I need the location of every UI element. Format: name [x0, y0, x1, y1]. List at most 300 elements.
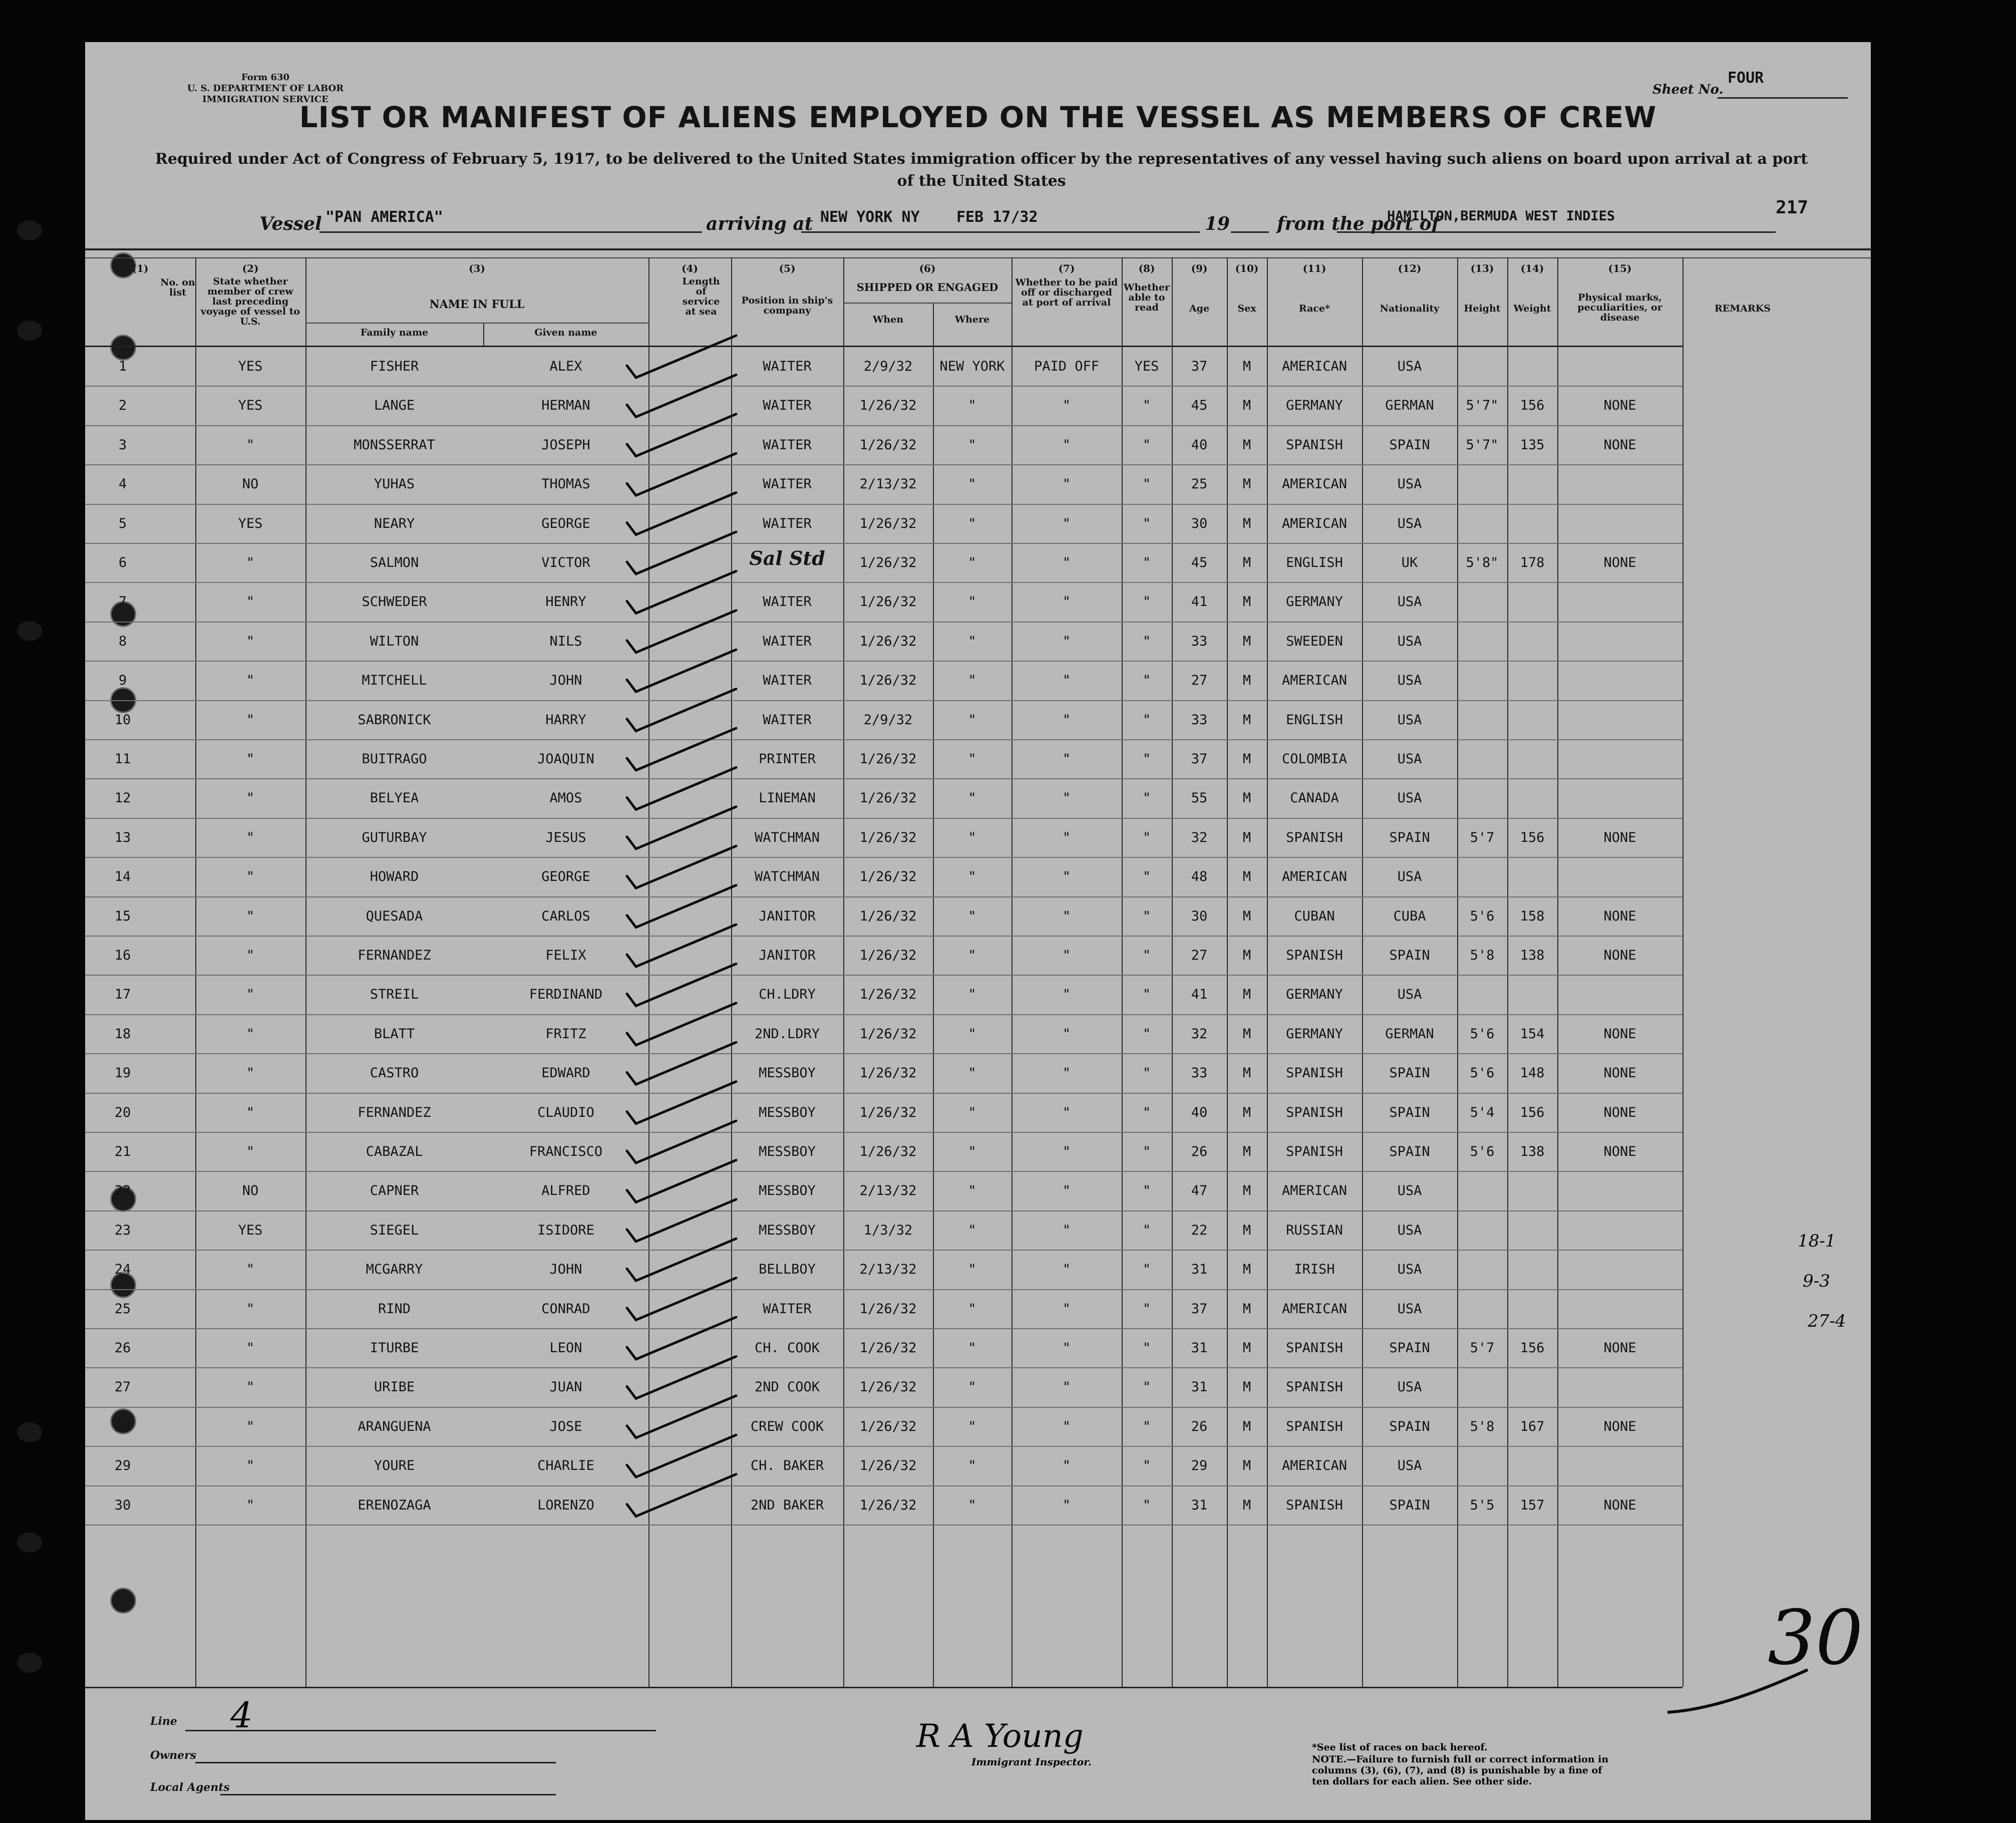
given-name: LEON [549, 1340, 582, 1356]
family-name: CAPNER [370, 1183, 419, 1199]
previous-voyage: " [246, 987, 255, 1003]
given-name: GEORGE [541, 515, 590, 531]
shipped-where: " [968, 829, 976, 845]
given-name: EDWARD [541, 1065, 590, 1081]
age: 27 [1191, 673, 1208, 689]
sex: M [1242, 398, 1251, 414]
margin-note: 27-4 [1808, 1311, 1846, 1331]
age: 37 [1191, 359, 1208, 374]
previous-voyage: YES [238, 1222, 263, 1238]
shipped-where: " [968, 1418, 976, 1434]
col13-label: Height [1464, 303, 1501, 314]
paid-off: " [1062, 633, 1071, 649]
paid-off: " [1062, 1301, 1071, 1317]
age: 31 [1191, 1497, 1208, 1513]
shipped-where: " [968, 1104, 976, 1120]
paid-off: " [1062, 1026, 1071, 1042]
nationality: USA [1397, 476, 1422, 492]
able-to-read: " [1142, 829, 1151, 845]
previous-voyage: " [246, 869, 255, 885]
nationality: USA [1397, 673, 1422, 689]
nationality: SPAIN [1389, 1065, 1430, 1081]
shipped-when: 1/26/32 [859, 555, 917, 570]
given-name: GEORGE [541, 869, 590, 885]
arrival-date: FEB 17/32 [956, 208, 1038, 226]
nationality: USA [1397, 633, 1422, 649]
able-to-read: " [1142, 1497, 1151, 1513]
position: WAITER [763, 359, 812, 374]
family-name: LANGE [374, 398, 415, 414]
year-label: 19 [1205, 213, 1230, 234]
paid-off: " [1062, 555, 1071, 570]
physical-marks: NONE [1603, 1144, 1636, 1159]
able-to-read: " [1142, 673, 1151, 689]
previous-voyage: " [246, 948, 255, 963]
race: RUSSIAN [1286, 1222, 1343, 1238]
position: WAITER [763, 712, 812, 728]
physical-marks: NONE [1603, 1418, 1636, 1434]
family-name: BLATT [374, 1026, 415, 1042]
shipped-when: 1/26/32 [859, 594, 917, 610]
service: IMMIGRATION SERVICE [202, 94, 328, 105]
shipped-where: " [968, 673, 976, 689]
height: 5'4 [1470, 1104, 1495, 1120]
position: WAITER [763, 673, 812, 689]
nationality: USA [1397, 1183, 1422, 1199]
shipped-when: 1/26/32 [859, 869, 917, 885]
given-name: HENRY [545, 594, 586, 610]
age: 31 [1191, 1379, 1208, 1395]
check-mark [627, 611, 736, 653]
shipped-where: " [968, 869, 976, 885]
shipped-when: 1/26/32 [859, 987, 917, 1003]
race: GERMANY [1286, 594, 1343, 610]
paid-off: " [1062, 398, 1071, 414]
previous-voyage: " [246, 1262, 255, 1278]
check-mark [627, 846, 736, 888]
col6-number: (6) [919, 262, 936, 274]
able-to-read: YES [1134, 359, 1159, 374]
able-to-read: " [1142, 398, 1151, 414]
shipped-where: " [968, 908, 976, 924]
position: CH.LDRY [759, 987, 816, 1003]
check-mark [627, 1474, 736, 1516]
sex: M [1242, 1262, 1251, 1278]
position: WAITER [763, 398, 812, 414]
shipped-when: 1/26/32 [859, 829, 917, 845]
race: SPANISH [1286, 1379, 1343, 1395]
position: PRINTER [759, 751, 816, 767]
physical-marks: NONE [1603, 555, 1636, 570]
check-mark [627, 1082, 736, 1124]
nationality: GERMAN [1385, 1026, 1434, 1042]
shipped-where: " [968, 1458, 976, 1474]
paid-off: " [1062, 1104, 1071, 1120]
given-name: CONRAD [541, 1301, 590, 1317]
position: MESSBOY [759, 1222, 816, 1238]
col9-label: Age [1189, 303, 1210, 314]
col3-label: NAME IN FULL [429, 298, 525, 311]
shipped-when: 1/26/32 [859, 908, 917, 924]
position: JANITOR [759, 948, 816, 963]
weight: 156 [1520, 829, 1545, 845]
sex: M [1242, 673, 1251, 689]
race: SPANISH [1286, 1340, 1343, 1356]
check-mark [627, 571, 736, 613]
race: CUBAN [1294, 908, 1335, 924]
row-number: 28 [114, 1418, 131, 1434]
position: MESSBOY [759, 1144, 816, 1159]
owners-label: Owners [150, 1749, 197, 1762]
binder-hole [17, 621, 42, 641]
shipped-where: " [968, 398, 976, 414]
check-mark [627, 1121, 736, 1163]
previous-voyage: NO [242, 1183, 259, 1199]
age: 27 [1191, 948, 1208, 963]
given-name: VICTOR [541, 555, 590, 570]
binder-hole [17, 1422, 42, 1442]
family-name: FISHER [370, 359, 419, 374]
age: 22 [1191, 1222, 1208, 1238]
paid-off: " [1062, 829, 1071, 845]
sex: M [1242, 437, 1251, 453]
given-name: AMOS [549, 790, 582, 806]
given-name: FRITZ [545, 1026, 586, 1042]
family-name: GUTURBAY [362, 829, 427, 845]
nationality: SPAIN [1389, 1497, 1430, 1513]
nationality: SPAIN [1389, 1104, 1430, 1120]
weight: 135 [1520, 437, 1545, 453]
age: 40 [1191, 437, 1208, 453]
weight: 178 [1520, 555, 1545, 570]
check-mark [627, 650, 736, 692]
paid-off: PAID OFF [1034, 359, 1100, 374]
able-to-read: " [1142, 1065, 1151, 1081]
family-name: SIEGEL [370, 1222, 419, 1238]
margin-note: 18-1 [1798, 1231, 1836, 1251]
paid-off: " [1062, 712, 1071, 728]
line-value: 4 [230, 1695, 253, 1736]
able-to-read: " [1142, 1104, 1151, 1120]
physical-marks: NONE [1603, 437, 1636, 453]
row-number: 17 [114, 987, 131, 1003]
given-name: JOHN [549, 673, 582, 689]
shipped-when: 1/26/32 [859, 948, 917, 963]
given-name: JOSEPH [541, 437, 590, 453]
shipped-where: " [968, 1301, 976, 1317]
previous-voyage: " [246, 1418, 255, 1434]
sex: M [1242, 1065, 1251, 1081]
race: AMERICAN [1281, 359, 1348, 374]
able-to-read: " [1142, 790, 1151, 806]
previous-voyage: " [246, 829, 255, 845]
family-name: NEARY [374, 515, 415, 531]
arriving-label: arriving at [706, 213, 813, 234]
able-to-read: " [1142, 1183, 1151, 1199]
row-number: 22 [114, 1183, 131, 1199]
shipped-when: 1/26/32 [859, 398, 917, 414]
able-to-read: " [1142, 1340, 1151, 1356]
nationality: USA [1397, 1262, 1422, 1278]
check-mark [627, 1042, 736, 1084]
sex: M [1242, 1340, 1251, 1356]
sex: M [1242, 1458, 1251, 1474]
race: AMERICAN [1281, 476, 1348, 492]
row-number: 16 [114, 948, 131, 963]
flourish-mark [1662, 1665, 1813, 1725]
shipped-when: 2/13/32 [859, 1262, 917, 1278]
shipped-when: 1/26/32 [859, 1144, 917, 1159]
previous-voyage: " [246, 1497, 255, 1513]
col1-number: (1) [132, 262, 149, 274]
sheet-value: FOUR [1728, 69, 1764, 87]
race: AMERICAN [1281, 869, 1348, 885]
check-mark [627, 1396, 736, 1438]
local-agents-label: Local Agents [150, 1781, 230, 1794]
family-name: ITURBE [370, 1340, 419, 1356]
age: 29 [1191, 1458, 1208, 1474]
row-number: 24 [114, 1262, 131, 1278]
check-mark [627, 493, 736, 535]
given-name: FRANCISCO [529, 1144, 603, 1159]
position: WATCHMAN [754, 829, 820, 845]
age: 40 [1191, 1104, 1208, 1120]
height: 5'6 [1470, 1065, 1495, 1081]
height: 5'6 [1470, 908, 1495, 924]
position: Sal Std [749, 547, 825, 569]
shipped-where: " [968, 987, 976, 1003]
given-name: JOHN [549, 1262, 582, 1278]
paid-off: " [1062, 869, 1071, 885]
check-mark [627, 1239, 736, 1281]
row-number: 27 [114, 1379, 131, 1395]
nationality: SPAIN [1389, 1340, 1430, 1356]
age: 45 [1191, 555, 1208, 570]
row-number: 3 [118, 437, 127, 453]
col1-label: No. on list [160, 277, 195, 298]
given-name: HERMAN [541, 398, 590, 414]
shipped-where: " [968, 476, 976, 492]
row-number: 12 [114, 790, 131, 806]
age: 32 [1191, 1026, 1208, 1042]
paid-off: " [1062, 515, 1071, 531]
sex: M [1242, 1144, 1251, 1159]
able-to-read: " [1142, 908, 1151, 924]
shipped-where: " [968, 555, 976, 570]
row-number: 2 [118, 398, 127, 414]
previous-voyage: " [246, 555, 255, 570]
able-to-read: " [1142, 594, 1151, 610]
remarks-header: REMARKS [1714, 303, 1771, 314]
sex: M [1242, 515, 1251, 531]
age: 26 [1191, 1418, 1208, 1434]
physical-marks: NONE [1603, 948, 1636, 963]
sex: M [1242, 712, 1251, 728]
given-name: ISIDORE [537, 1222, 594, 1238]
position: CREW COOK [750, 1418, 824, 1434]
shipped-where: NEW YORK [939, 359, 1005, 374]
previous-voyage: " [246, 1026, 255, 1042]
race: SPANISH [1286, 1065, 1343, 1081]
page-number: 217 [1776, 197, 1809, 218]
height: 5'8 [1470, 1418, 1495, 1434]
position: BELLBOY [759, 1262, 816, 1278]
nationality: SPAIN [1389, 1144, 1430, 1159]
shipped-where: " [968, 515, 976, 531]
paid-off: " [1062, 673, 1071, 689]
position: LINEMAN [759, 790, 816, 806]
family-name: MONSSERRAT [354, 437, 435, 453]
weight: 154 [1520, 1026, 1545, 1042]
vessel-name: "PAN AMERICA" [325, 208, 443, 226]
col10-label: Sex [1237, 303, 1256, 314]
height: 5'7" [1466, 437, 1499, 453]
able-to-read: " [1142, 633, 1151, 649]
able-to-read: " [1142, 1458, 1151, 1474]
paid-off: " [1062, 1065, 1071, 1081]
position: MESSBOY [759, 1183, 816, 1199]
row-number: 30 [114, 1497, 131, 1513]
sex: M [1242, 1026, 1251, 1042]
given-name: JOSE [549, 1418, 582, 1434]
family-name: SCHWEDER [362, 594, 427, 610]
row-number: 13 [114, 829, 131, 845]
row-number: 19 [114, 1065, 131, 1081]
family-name: ERENOZAGA [358, 1497, 431, 1513]
col8-label: Whether able to read [1124, 282, 1170, 313]
paid-off: " [1062, 1183, 1071, 1199]
col3-family: Family name [360, 327, 429, 338]
given-name: FELIX [545, 948, 586, 963]
family-name: MITCHELL [362, 673, 427, 689]
sex: M [1242, 1104, 1251, 1120]
col12-number: (12) [1398, 262, 1422, 274]
shipped-when: 1/26/32 [859, 437, 917, 453]
race: COLOMBIA [1281, 751, 1348, 767]
position: WAITER [763, 515, 812, 531]
check-mark [627, 885, 736, 928]
col14-label: Weight [1513, 303, 1551, 314]
race: ENGLISH [1286, 555, 1343, 570]
nationality: USA [1397, 712, 1422, 728]
shipped-where: " [968, 633, 976, 649]
department: U. S. DEPARTMENT OF LABOR [187, 83, 344, 94]
race: AMERICAN [1281, 1183, 1348, 1199]
height: 5'8 [1470, 948, 1495, 963]
shipped-where: " [968, 712, 976, 728]
check-mark [627, 689, 736, 731]
able-to-read: " [1142, 948, 1151, 963]
given-name: LORENZO [537, 1497, 594, 1513]
shipped-when: 1/26/32 [859, 751, 917, 767]
shipped-when: 1/26/32 [859, 1458, 917, 1474]
position: WAITER [763, 437, 812, 453]
weight: 156 [1520, 1104, 1545, 1120]
physical-marks: NONE [1603, 908, 1636, 924]
race: SPANISH [1286, 1144, 1343, 1159]
race: GERMANY [1286, 1026, 1343, 1042]
age: 37 [1191, 751, 1208, 767]
age: 33 [1191, 712, 1208, 728]
previous-voyage: NO [242, 476, 259, 492]
age: 41 [1191, 594, 1208, 610]
age: 30 [1191, 908, 1208, 924]
sex: M [1242, 1301, 1251, 1317]
family-name: CASTRO [370, 1065, 419, 1081]
paid-off: " [1062, 1458, 1071, 1474]
paid-off: " [1062, 790, 1071, 806]
sex: M [1242, 1497, 1251, 1513]
position: CH. COOK [754, 1340, 820, 1356]
row-number: 7 [118, 594, 127, 610]
able-to-read: " [1142, 476, 1151, 492]
paid-off: " [1062, 1379, 1071, 1395]
nationality: USA [1397, 1379, 1422, 1395]
able-to-read: " [1142, 1418, 1151, 1434]
check-mark [627, 336, 736, 378]
family-name: WILTON [370, 633, 419, 649]
sex: M [1242, 908, 1251, 924]
col12-label: Nationality [1380, 303, 1440, 314]
able-to-read: " [1142, 869, 1151, 885]
margin-note: 9-3 [1803, 1271, 1830, 1291]
row-number: 4 [118, 476, 127, 492]
paid-off: " [1062, 476, 1071, 492]
shipped-where: " [968, 1065, 976, 1081]
given-name: NILS [549, 633, 582, 649]
weight: 167 [1520, 1418, 1545, 1434]
col3-number: (3) [469, 262, 485, 274]
previous-voyage: YES [238, 359, 263, 374]
able-to-read: " [1142, 437, 1151, 453]
shipped-where: " [968, 1340, 976, 1356]
check-mark [627, 807, 736, 849]
able-to-read: " [1142, 712, 1151, 728]
family-name: YUHAS [374, 476, 415, 492]
sex: M [1242, 555, 1251, 570]
col11-label: Race* [1298, 303, 1330, 314]
previous-voyage: " [246, 594, 255, 610]
sex: M [1242, 948, 1251, 963]
shipped-when: 1/26/32 [859, 633, 917, 649]
family-name: QUESADA [366, 908, 423, 924]
family-name: CABAZAL [366, 1144, 423, 1159]
family-name: FERNANDEZ [358, 1104, 431, 1120]
race: SPANISH [1286, 1497, 1343, 1513]
shipped-where: " [968, 1497, 976, 1513]
family-name: URIBE [374, 1379, 415, 1395]
given-name: JUAN [549, 1379, 582, 1395]
col15-label: Physical marks, peculiarities, or disease [1577, 292, 1662, 323]
col15-number: (15) [1608, 262, 1632, 274]
check-mark [627, 728, 736, 770]
row-number: 18 [114, 1026, 131, 1042]
able-to-read: " [1142, 1379, 1151, 1395]
race: SPANISH [1286, 1418, 1343, 1434]
sex: M [1242, 1222, 1251, 1238]
age: 30 [1191, 515, 1208, 531]
physical-marks: NONE [1603, 1065, 1636, 1081]
family-name: SALMON [370, 555, 419, 570]
able-to-read: " [1142, 1301, 1151, 1317]
nationality: SPAIN [1389, 948, 1430, 963]
previous-voyage: " [246, 1144, 255, 1159]
weight: 156 [1520, 1340, 1545, 1356]
races-note: *See list of races on back hereof. [1312, 1742, 1488, 1753]
height: 5'5 [1470, 1497, 1495, 1513]
race: SPANISH [1286, 1104, 1343, 1120]
physical-marks: NONE [1603, 398, 1636, 414]
